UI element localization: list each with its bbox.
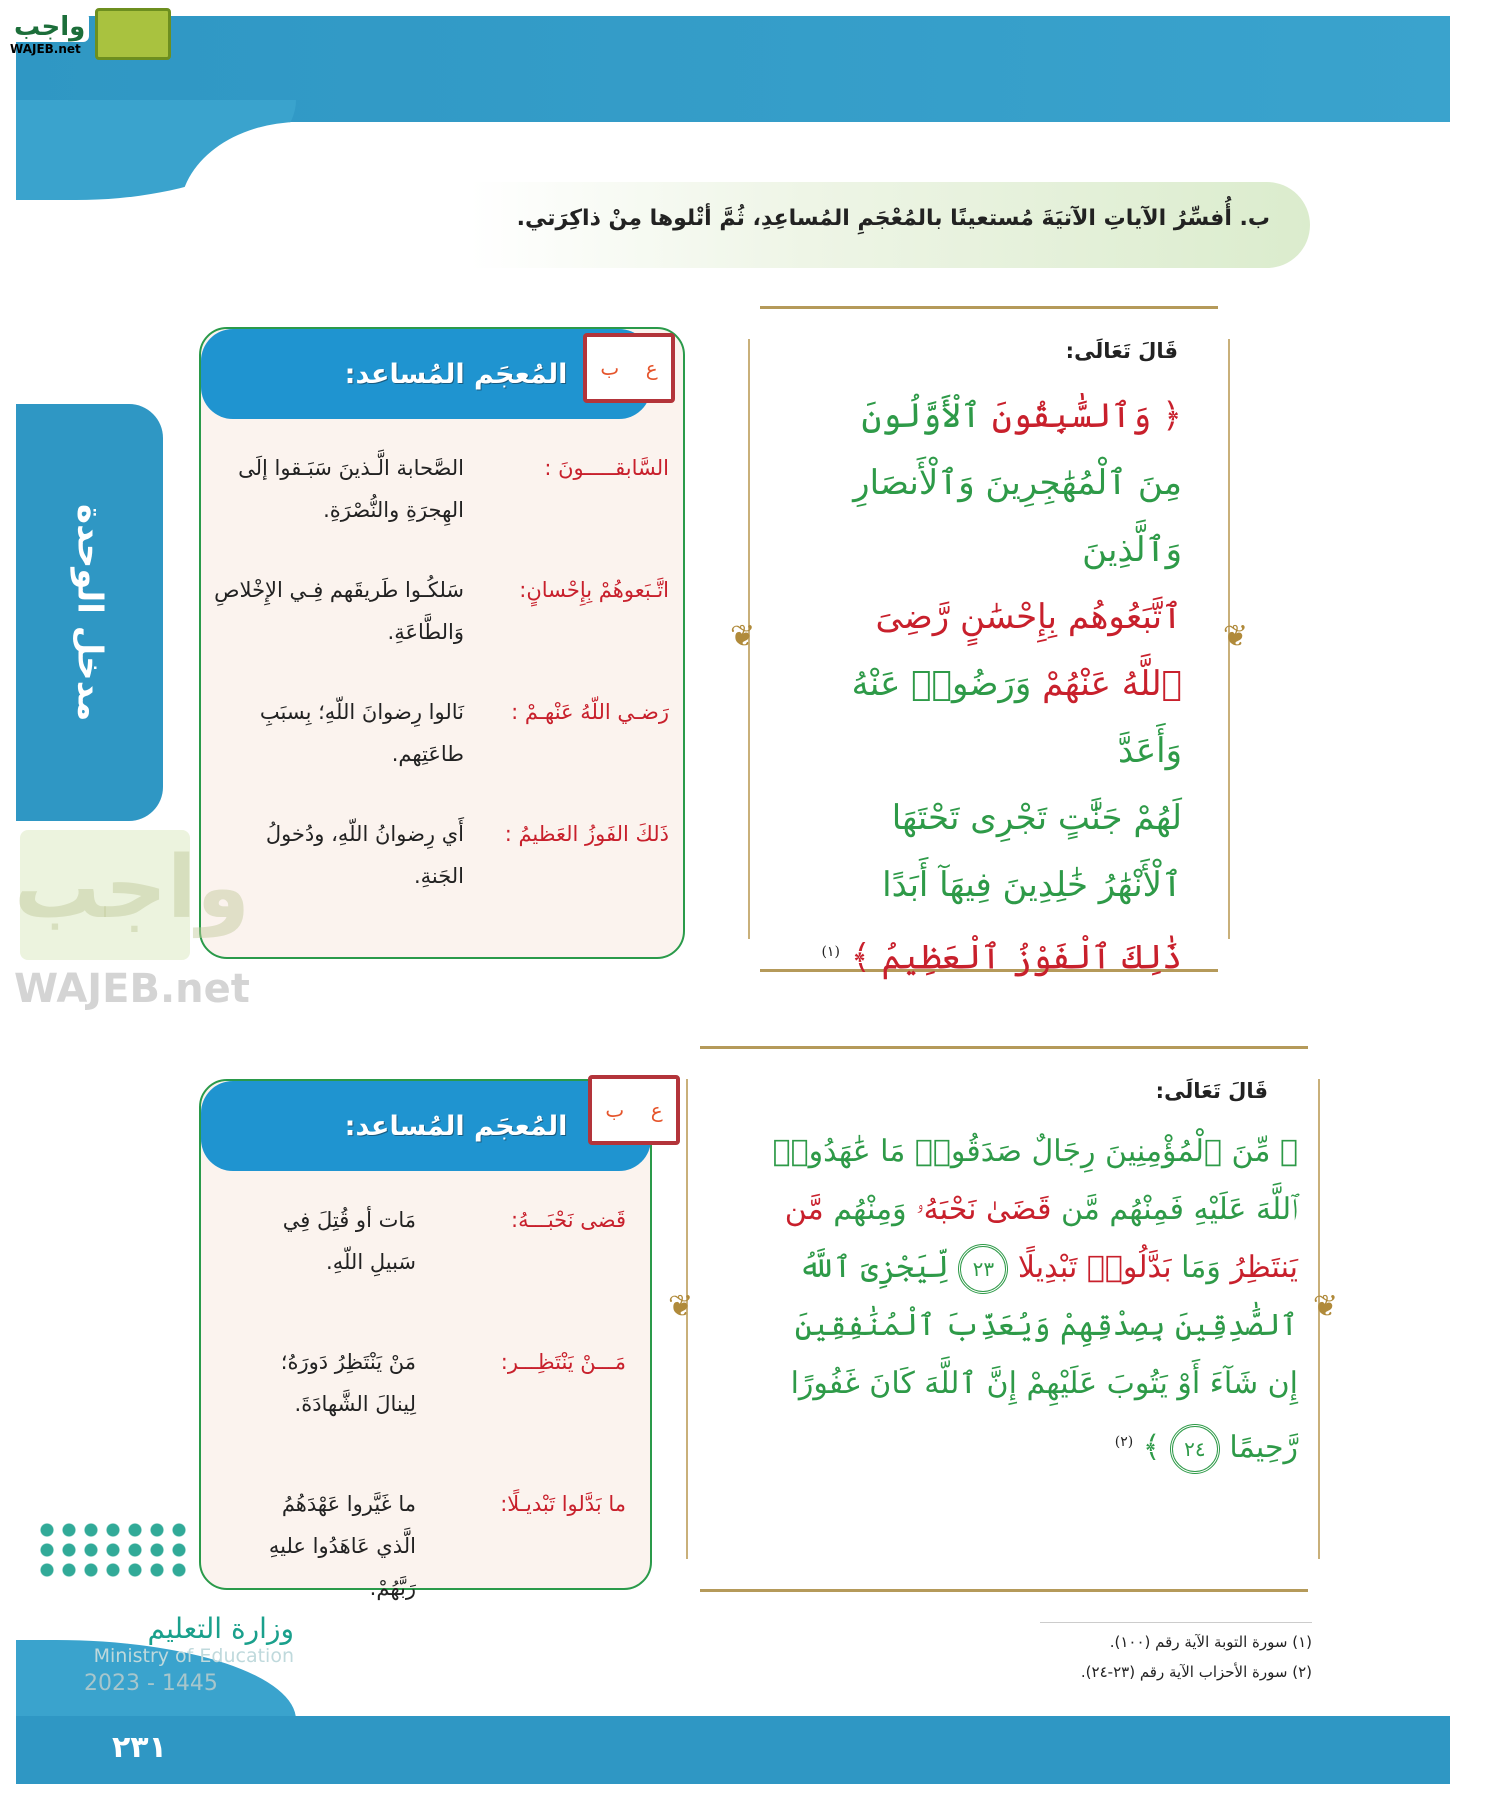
verse-word: ﴿ وَٱلسَّٰبِقُونَ — [991, 396, 1182, 436]
unit-intro-label: مدخل الوحدة — [69, 503, 110, 722]
watermark-en: WAJEB.net — [14, 966, 250, 1012]
book-icon — [95, 8, 171, 60]
definition: الصَّحابة الَّـذينَ سَبَـقوا إلَى الهِجرَةِ والنُّصْرَةِ. — [238, 456, 464, 522]
instruction-text: ب. أُفسِّرُ الآياتِ الآتيَةَ مُستعينًا بالمُعْجَمِ المُساعِدِ، ثُمَّ أتْلوها مِنْ ذاكِرَتي. — [516, 206, 1270, 231]
verse-line: ٱلْأَنْهَٰرُ خَٰلِدِينَ فِيهَآ أَبَدًا — [882, 865, 1182, 905]
verse-word: قَضَىٰ نَحْبَهُۥ — [916, 1192, 1052, 1227]
watermark: واجب — [14, 838, 250, 938]
definition: مَات أو قُتِلَ فِي سَبيلِ اللّهِ. — [282, 1208, 416, 1274]
book-letter: ع — [645, 356, 658, 380]
footnote: (٢) سورة الأحزاب الآية رقم (٢٣-٢٤). — [1080, 1663, 1312, 1681]
verse-line: ذَٰلِكَ ٱلْفَوْزُ ٱلْعَظِيمُ ﴾ — [850, 937, 1182, 978]
glossary-title: المُعجَم المُساعد: — [344, 358, 568, 390]
footnote: (١) سورة التوبة الآية رقم (١٠٠). — [1109, 1633, 1312, 1651]
verse-intro: قَالَ تَعَالَى: — [1065, 339, 1178, 363]
verse-word: مَّن — [784, 1192, 824, 1227]
verse-word: ٱلْأَوَّلُونَ — [861, 396, 982, 436]
glossary-entry — [241, 1199, 626, 1283]
ministry-en: Ministry of Education — [93, 1645, 294, 1667]
glossary-list — [241, 1199, 626, 1647]
glossary-box-2 — [199, 1079, 663, 1600]
glossary-entry — [241, 1341, 626, 1425]
glossary-list — [211, 447, 669, 935]
verse-word: ٱللَّهَ عَلَيْهِ فَمِنْهُم مَّن — [1060, 1192, 1298, 1227]
verse-line: ﴿ مِّنَ ٱلْمُؤْمِنِينَ رِجَالٌ صَدَقُوا۟ مَا عَٰهَدُوا۟ — [772, 1134, 1298, 1169]
verse-word: لِّيَجْزِىَ ٱللَّهُ — [798, 1250, 949, 1285]
book-letter: ب — [600, 356, 620, 380]
open-book-icon — [583, 333, 675, 403]
definition: نَالوا رِضوانَ اللّهِ؛ بِسبَبِ طاعَتِهم. — [259, 700, 464, 766]
glossary-header — [201, 1081, 651, 1171]
verse-word: وَمَا — [1181, 1250, 1221, 1285]
open-book-icon — [588, 1075, 680, 1145]
logo-sub: WAJEB.net — [10, 42, 81, 56]
term: ما بَدَّلوا تَبْديـلًا: — [500, 1492, 626, 1516]
ministry-logo — [84, 1612, 294, 1696]
verse-text — [760, 383, 1218, 991]
term: رَضـي اللّهُ عَنْهـمْ : — [511, 700, 669, 724]
verse-word: يَنتَظِرُ — [1230, 1250, 1298, 1285]
verse-word: وَمِنْهُم — [833, 1192, 907, 1227]
ornament-icon: ❦ — [668, 1289, 694, 1324]
glossary-entry — [211, 569, 669, 653]
verse-word: ٱللَّهُ عَنْهُمْ — [1042, 664, 1182, 704]
footnote-mark: (٢) — [1114, 1434, 1134, 1450]
definition: مَنْ يَنْتَظِرُ دَورَهُ؛ لِينالَ الشَّهادَةَ. — [280, 1350, 416, 1416]
book-letter: ع — [650, 1098, 663, 1122]
verse-box-1 — [730, 306, 1248, 978]
ayah-number: ٢٤ — [1170, 1424, 1220, 1474]
footnote-mark: (١) — [821, 944, 840, 960]
term: مَـــنْ يَنْتَظِـــر: — [500, 1350, 626, 1374]
bottom-band — [16, 1716, 1450, 1784]
wajeb-logo[interactable] — [10, 8, 171, 60]
verse-box-2 — [668, 1046, 1338, 1592]
verse-line: ٱلصَّٰدِقِينَ بِصِدْقِهِمْ وَيُعَذِّبَ ٱلْمُنَٰفِقِينَ — [794, 1308, 1298, 1343]
term: السَّابقـــــونَ : — [544, 456, 669, 480]
ministry-year: 2023 - 1445 — [84, 1671, 218, 1696]
term: قَضى نَحْبَـــهُ: — [511, 1208, 626, 1232]
definition: سَلكُـوا طَريقَهم فِـي الإِخْلاصِ وَالطَّاعَةِ. — [214, 578, 464, 644]
logo-text: واجب — [10, 12, 89, 42]
glossary-title: المُعجَم المُساعد: — [344, 1110, 568, 1142]
page-number: ٢٣١ — [112, 1730, 167, 1765]
ornament-icon: ❦ — [730, 619, 756, 654]
footnotes — [1040, 1622, 1312, 1687]
ayah-number: ٢٣ — [958, 1244, 1008, 1294]
ministry-ar: وزارة التعليم — [147, 1612, 294, 1645]
book-letter: ب — [605, 1098, 625, 1122]
verse-end-bracket: ﴾ — [1142, 1430, 1161, 1465]
definition: أَي رِضوانُ اللّهِ، ودُخولُ الجَنةِ. — [265, 822, 464, 888]
ministry-dots-logo — [36, 1520, 186, 1580]
verse-text — [700, 1123, 1308, 1477]
verse-word: بَدَّلُوا۟ تَبْدِيلًا — [1017, 1250, 1172, 1285]
glossary-entry — [241, 1483, 626, 1609]
glossary-entry — [211, 447, 669, 531]
term: اتَّـبَعوهُمْ بِإِحْسانٍ: — [519, 578, 669, 602]
glossary-entry — [211, 813, 669, 897]
verse-intro: قَالَ تَعَالَى: — [1155, 1079, 1268, 1103]
definition: ما غَيَّروا عَهْدَهُمُ الَّذي عَاهَدُوا عليهِ رَبَّهُمْ. — [268, 1492, 416, 1600]
glossary-entry — [211, 691, 669, 775]
glossary-box-1 — [199, 327, 685, 959]
verse-line: إِن شَآءَ أَوْ يَتُوبَ عَلَيْهِمْ إِنَّ ٱللَّهَ كَانَ غَفُورًا — [790, 1366, 1298, 1401]
term: ذَلكَ الفَوزُ العَظيمُ : — [504, 822, 669, 846]
unit-intro-tab[interactable] — [16, 404, 163, 821]
verse-word: رَّحِيمًا — [1229, 1430, 1298, 1465]
verse-line: مِنَ ٱلْمُهَٰجِرِينَ وَٱلْأَنصَارِ وَٱلَّذِينَ — [853, 463, 1182, 570]
verse-word: وَرَضُوا۟ عَنْهُ وَأَعَدَّ — [851, 664, 1182, 771]
verse-word: بِإِحْسَٰنٍ رَّضِىَ — [875, 597, 1058, 637]
instruction-banner — [470, 182, 1310, 268]
ornament-icon: ❦ — [1312, 1289, 1338, 1324]
ornament-icon: ❦ — [1222, 619, 1248, 654]
verse-line: لَهُمْ جَنَّٰتٍ تَجْرِى تَحْتَهَا — [891, 798, 1182, 838]
verse-word: ٱتَّبَعُوهُم — [1067, 597, 1182, 637]
